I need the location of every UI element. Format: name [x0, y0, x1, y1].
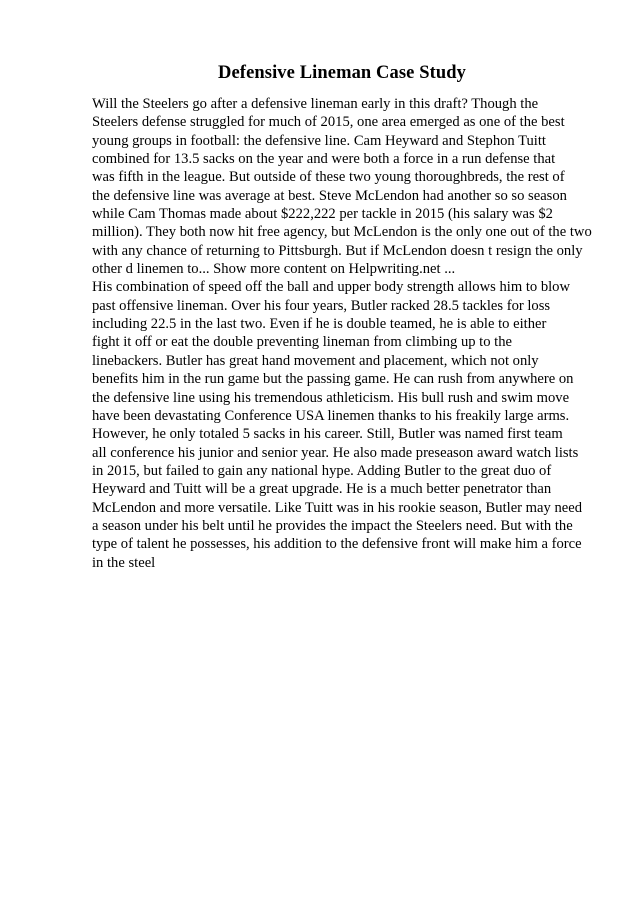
body-line: was fifth in the league. But outside of these two young thoroughbreds, the rest of — [92, 169, 565, 186]
body-line: the defensive line was average at best. Steve McLendon had another so so season — [92, 187, 567, 204]
body-line: young groups in football: the defensive line. Cam Heyward and Stephon Tuitt — [92, 132, 546, 149]
body-line: linebackers. Butler has great hand movement and placement, which not only — [92, 352, 539, 369]
body-line: while Cam Thomas made about $222,222 per tackle in 2015 (his salary was $2 — [92, 206, 553, 223]
body-line: have been devastating Conference USA linemen thanks to his freakily large arms. — [92, 407, 570, 424]
document-body — [92, 95, 632, 572]
body-line: in 2015, but failed to gain any national hype. Adding Butler to the great duo of — [92, 462, 552, 479]
body-line: McLendon and more versatile. Like Tuitt was in his rookie season, Butler may need — [92, 499, 583, 516]
body-line: other d linemen to... Show more content on Helpwriting.net ... — [92, 261, 456, 278]
body-line: fight it off or eat the double preventing lineman from climbing up to the — [92, 334, 513, 351]
body-line: However, he only totaled 5 sacks in his career. Still, Butler was named first team — [92, 426, 563, 443]
body-line: the defensive line using his tremendous athleticism. His bull rush and swim move — [92, 389, 570, 406]
body-line: His combination of speed off the ball and upper body strength allows him to blow — [92, 279, 571, 296]
body-line: past offensive lineman. Over his four years, Butler racked 28.5 tackles for loss — [92, 297, 551, 314]
body-line: in the steel — [92, 554, 156, 571]
body-line: a season under his belt until he provides the impact the Steelers need. But with the — [92, 517, 573, 534]
body-line: including 22.5 in the last two. Even if he is double teamed, he is able to either — [92, 316, 547, 333]
body-line: Will the Steelers go after a defensive lineman early in this draft? Though the — [92, 96, 539, 112]
body-line: benefits him in the run game but the passing game. He can rush from anywhere on — [92, 371, 574, 388]
body-line: combined for 13.5 sacks on the year and were both a force in a run defense that — [92, 151, 556, 168]
body-line: million). They both now hit free agency, but McLendon is the only one out of the two — [92, 224, 592, 241]
body-line: Steelers defense struggled for much of 2015, one area emerged as one of the best — [92, 114, 565, 131]
body-line: with any chance of returning to Pittsburgh. But if McLendon doesn t resign the only — [92, 242, 583, 259]
body-line: type of talent he possesses, his addition to the defensive front will make him a force — [92, 536, 582, 553]
body-line: Heyward and Tuitt will be a great upgrade. He is a much better penetrator than — [92, 481, 552, 498]
document-title: Defensive Lineman Case Study — [218, 63, 466, 83]
body-line: all conference his junior and senior year. He also made preseason award watch lists — [92, 444, 579, 461]
